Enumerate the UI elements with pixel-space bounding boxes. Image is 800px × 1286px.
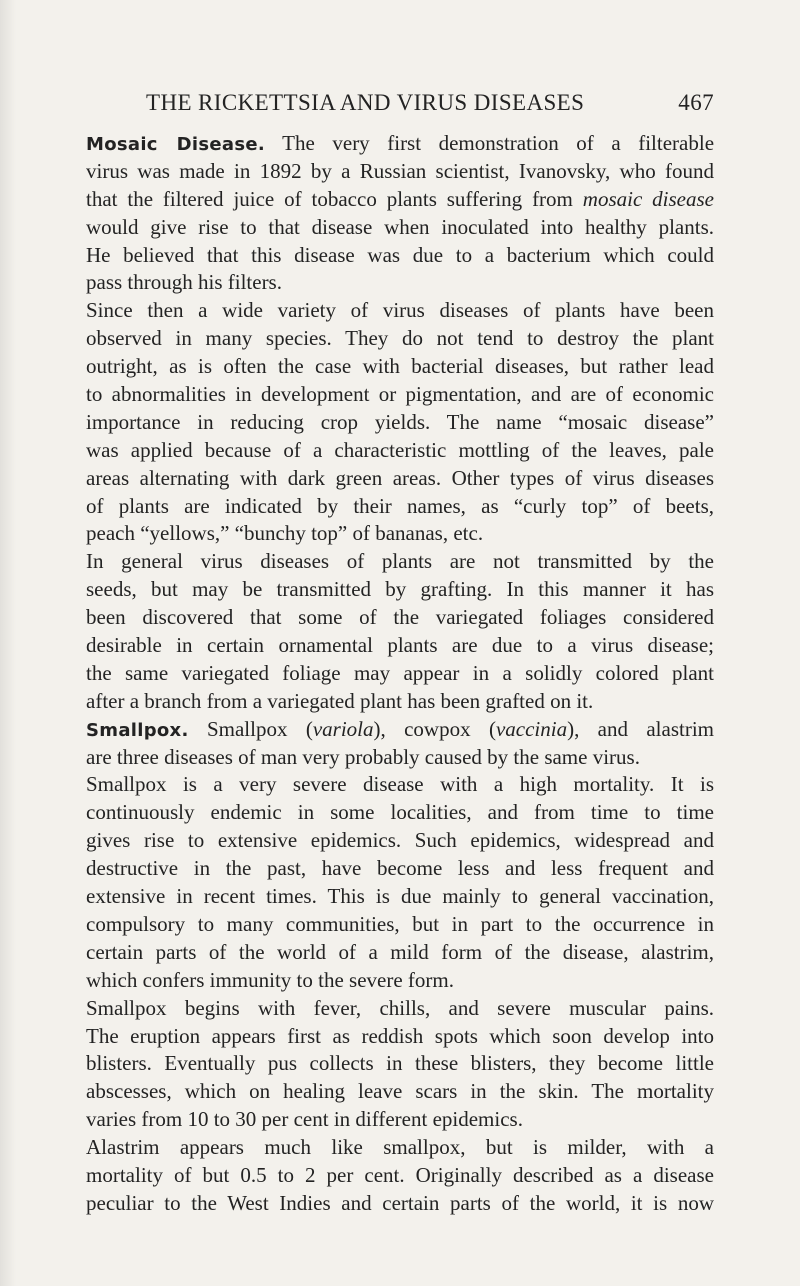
text-line (86, 381, 714, 409)
text-run: areas alternating with dark green areas. Other types of virus diseases (86, 465, 714, 490)
text-run: which confers immunity to the severe form. (86, 967, 454, 992)
text-run: gives rise to extensive epidemics. Such epidemics, widespread and (86, 828, 714, 853)
text-line (86, 744, 714, 772)
text-run: are three diseases of man very probably caused by the same virus. (86, 744, 640, 769)
text-run: Alastrim appears much like smallpox, but is milder, with a (86, 1135, 714, 1160)
text-line (86, 242, 714, 270)
text-line (86, 855, 714, 883)
text-line (86, 799, 714, 827)
text-run: outright, as is often the case with bacterial diseases, but rather lead (86, 354, 714, 379)
text-line (86, 911, 714, 939)
text-line (86, 269, 714, 297)
text-line (86, 493, 714, 521)
text-run: peculiar to the West Indies and certain parts of the world, it is now (86, 1190, 714, 1215)
text-run: Smallpox ( (188, 716, 313, 741)
text-run: abscesses, which on healing leave scars in the skin. The mortality (86, 1079, 714, 1104)
text-run: virus was made in 1892 by a Russian scientist, Ivanovsky, who found (86, 158, 714, 183)
section-heading: Mosaic Disease. (86, 134, 265, 155)
text-line (86, 1134, 714, 1162)
text-line (86, 827, 714, 855)
text-run: been discovered that some of the variegated foliages considered (86, 605, 714, 630)
text-run: In general virus diseases of plants are not transmitted by the (86, 549, 714, 574)
text-line (86, 576, 714, 604)
text-line (86, 186, 714, 214)
text-run: to abnormalities in development or pigmentation, and are of economic (86, 382, 714, 407)
text-run: certain parts of the world of a mild form of the disease, alastrim, (86, 939, 714, 964)
body-text (86, 130, 714, 1218)
running-head: THE RICKETTSIA AND VIRUS DISEASES (146, 90, 585, 115)
text-line (86, 1162, 714, 1190)
text-run: observed in many species. They do not tend to destroy the plant (86, 326, 714, 351)
text-run: the same variegated foliage may appear in a solidly colored plant (86, 660, 714, 685)
text-line (86, 465, 714, 493)
text-line (86, 995, 714, 1023)
italic-term: variola (312, 716, 374, 741)
text-run: importance in reducing crop yields. The name “mosaic disease” (86, 409, 714, 434)
text-line (86, 158, 714, 186)
text-line (86, 604, 714, 632)
text-line (86, 297, 714, 325)
text-run: seeds, but may be transmitted by grafting. In this manner it has (86, 577, 714, 602)
text-line (86, 214, 714, 242)
text-line (86, 548, 714, 576)
text-run: He believed that this disease was due to a bacterium which could (86, 242, 714, 267)
text-line (86, 437, 714, 465)
page-header (86, 90, 714, 120)
text-run: Since then a wide variety of virus diseases of plants have been (86, 298, 714, 323)
page-edge-shadow (0, 0, 16, 1286)
text-run: extensive in recent times. This is due mainly to general vaccination, (86, 884, 714, 909)
text-line (86, 688, 714, 716)
text-run: of plants are indicated by their names, as “curly top” of beets, (86, 493, 714, 518)
text-line (86, 771, 714, 799)
italic-term: mosaic disease (582, 186, 714, 211)
text-line (86, 325, 714, 353)
section-heading: Smallpox. (86, 719, 189, 741)
text-line (86, 1023, 714, 1051)
text-line (86, 716, 714, 744)
text-line (86, 409, 714, 437)
text-run: The very first demonstration of a filterable (265, 131, 715, 155)
text-line (86, 939, 714, 967)
text-run: peach “yellows,” “bunchy top” of bananas, etc. (86, 521, 484, 546)
text-line (86, 1190, 714, 1218)
text-run: mortality of but 0.5 to 2 per cent. Originally described as a disease (86, 1162, 714, 1187)
text-run: was applied because of a characteristic mottling of the leaves, pale (86, 437, 714, 462)
text-line (86, 130, 714, 158)
text-line (86, 632, 714, 660)
text-run: after a branch from a variegated plant has been grafted on it. (86, 688, 594, 713)
text-run: would give rise to that disease when inoculated into healthy plants. (86, 214, 714, 239)
text-run: blisters. Eventually pus collects in these blisters, they become little (86, 1051, 714, 1076)
text-line (86, 1078, 714, 1106)
text-run: Smallpox is a very severe disease with a high mortality. It is (86, 772, 714, 797)
text-run: Smallpox begins with fever, chills, and severe muscular pains. (86, 995, 714, 1020)
page-number: 467 (678, 90, 714, 115)
text-run: pass through his filters. (86, 270, 282, 295)
text-line (86, 1050, 714, 1078)
text-run: compulsory to many communities, but in part to the occurrence in (86, 911, 714, 936)
text-run: that the filtered juice of tobacco plants suffering from (86, 186, 583, 211)
text-run: continuously endemic in some localities, and from time to time (86, 800, 714, 825)
text-run: desirable in certain ornamental plants are due to a virus disease; (86, 633, 714, 658)
text-run: The eruption appears first as reddish spots which soon develop into (86, 1023, 714, 1048)
text-run: destructive in the past, have become less and less frequent and (86, 856, 714, 881)
italic-term: vaccinia (495, 716, 568, 741)
text-run: ), cowpox ( (373, 716, 496, 741)
text-line (86, 660, 714, 688)
text-run: varies from 10 to 30 per cent in different epidemics. (86, 1107, 523, 1132)
text-line (86, 883, 714, 911)
text-line (86, 967, 714, 995)
text-line (86, 1106, 714, 1134)
text-line (86, 520, 714, 548)
text-line (86, 353, 714, 381)
text-run: ), and alastrim (567, 716, 714, 741)
